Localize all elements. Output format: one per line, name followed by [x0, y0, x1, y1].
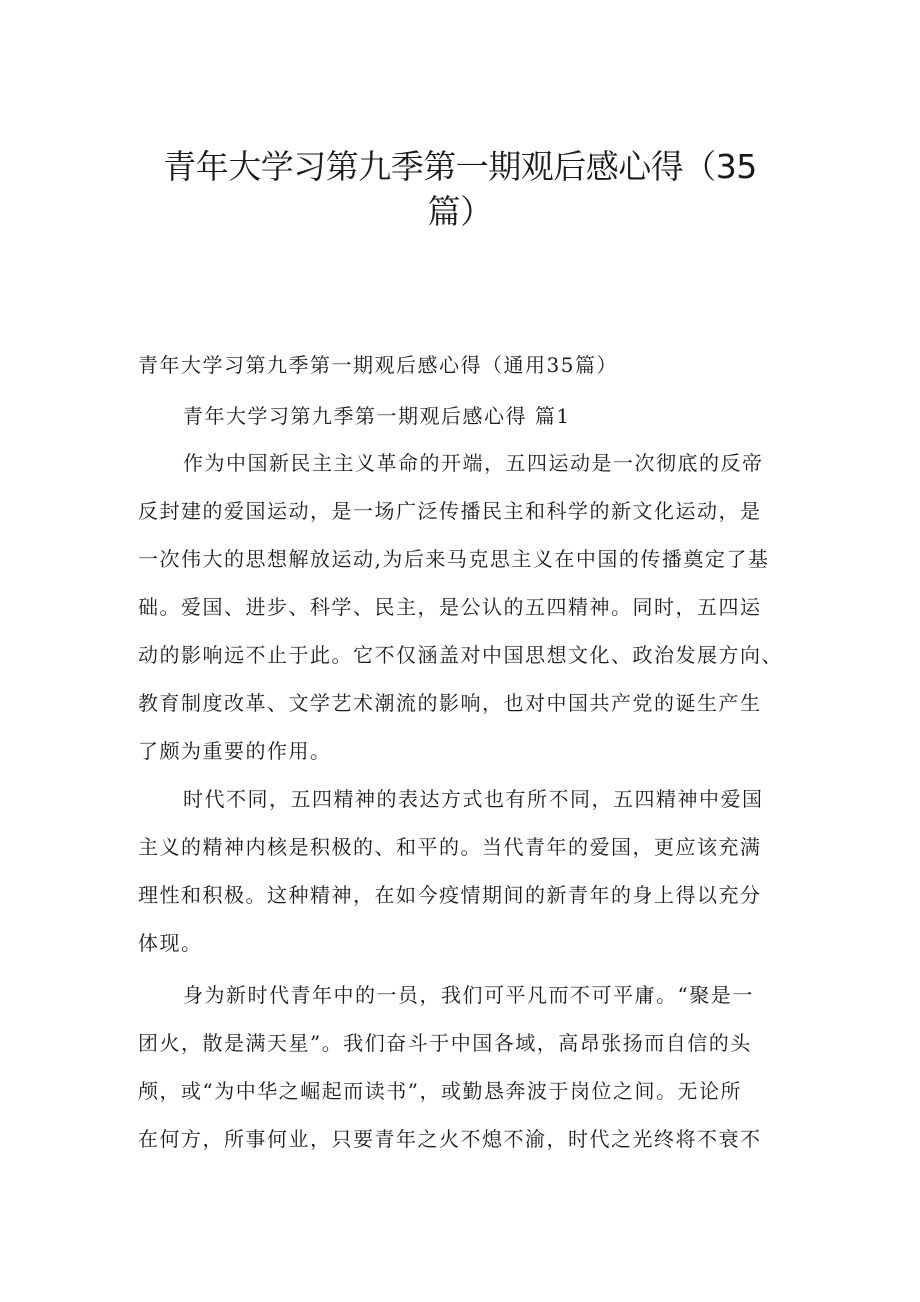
paragraph-line: 教育制度改革、文学艺术潮流的影响，也对中国共产党的诞生产生 [138, 691, 762, 715]
document-subtitle: 青年大学习第九季第一期观后感心得（通用35篇） [138, 353, 618, 377]
paragraph-line: 颅，或“为中华之崛起而读书”，或勤恳奔波于岗位之间。无论所 [138, 1079, 742, 1103]
document-title-line-1: 青年大学习第九季第一期观后感心得（35 [163, 147, 757, 186]
paragraph-line: 在何方，所事何业，只要青年之火不熄不渝，时代之光终将不衰不 [138, 1127, 762, 1151]
paragraph-line: 身为新时代青年中的一员，我们可平凡而不可平庸。“聚是一 [183, 983, 754, 1007]
paragraph-line: 团火，散是满天星”。我们奋斗于中国各域，高昂张扬而自信的头 [138, 1031, 752, 1055]
paragraph-line: 一次伟大的思想解放运动,为后来马克思主义在中国的传播奠定了基 [138, 547, 770, 571]
paragraph-line: 理性和积极。这种精神，在如今疫情期间的新青年的身上得以充分 [138, 883, 762, 907]
paragraph-line: 础。爱国、进步、科学、民主，是公认的五四精神。同时，五四运 [138, 595, 762, 619]
paragraph-line: 体现。 [138, 931, 203, 955]
paragraph-line: 时代不同，五四精神的表达方式也有所不同，五四精神中爱国 [183, 787, 764, 811]
section-heading: 青年大学习第九季第一期观后感心得 篇1 [183, 404, 571, 428]
paragraph-line: 了颇为重要的作用。 [138, 739, 332, 763]
paragraph-line: 动的影响远不止于此。它不仅涵盖对中国思想文化、政治发展方向、 [138, 643, 783, 667]
paragraph-line: 主义的精神内核是积极的、和平的。当代青年的爱国，更应该充满 [138, 835, 762, 859]
document-title-line-2: 篇） [427, 192, 493, 231]
paragraph-line: 作为中国新民主主义革命的开端，五四运动是一次彻底的反帝 [183, 451, 764, 475]
paragraph-line: 反封建的爱国运动，是一场广泛传播民主和科学的新文化运动，是 [138, 499, 762, 523]
